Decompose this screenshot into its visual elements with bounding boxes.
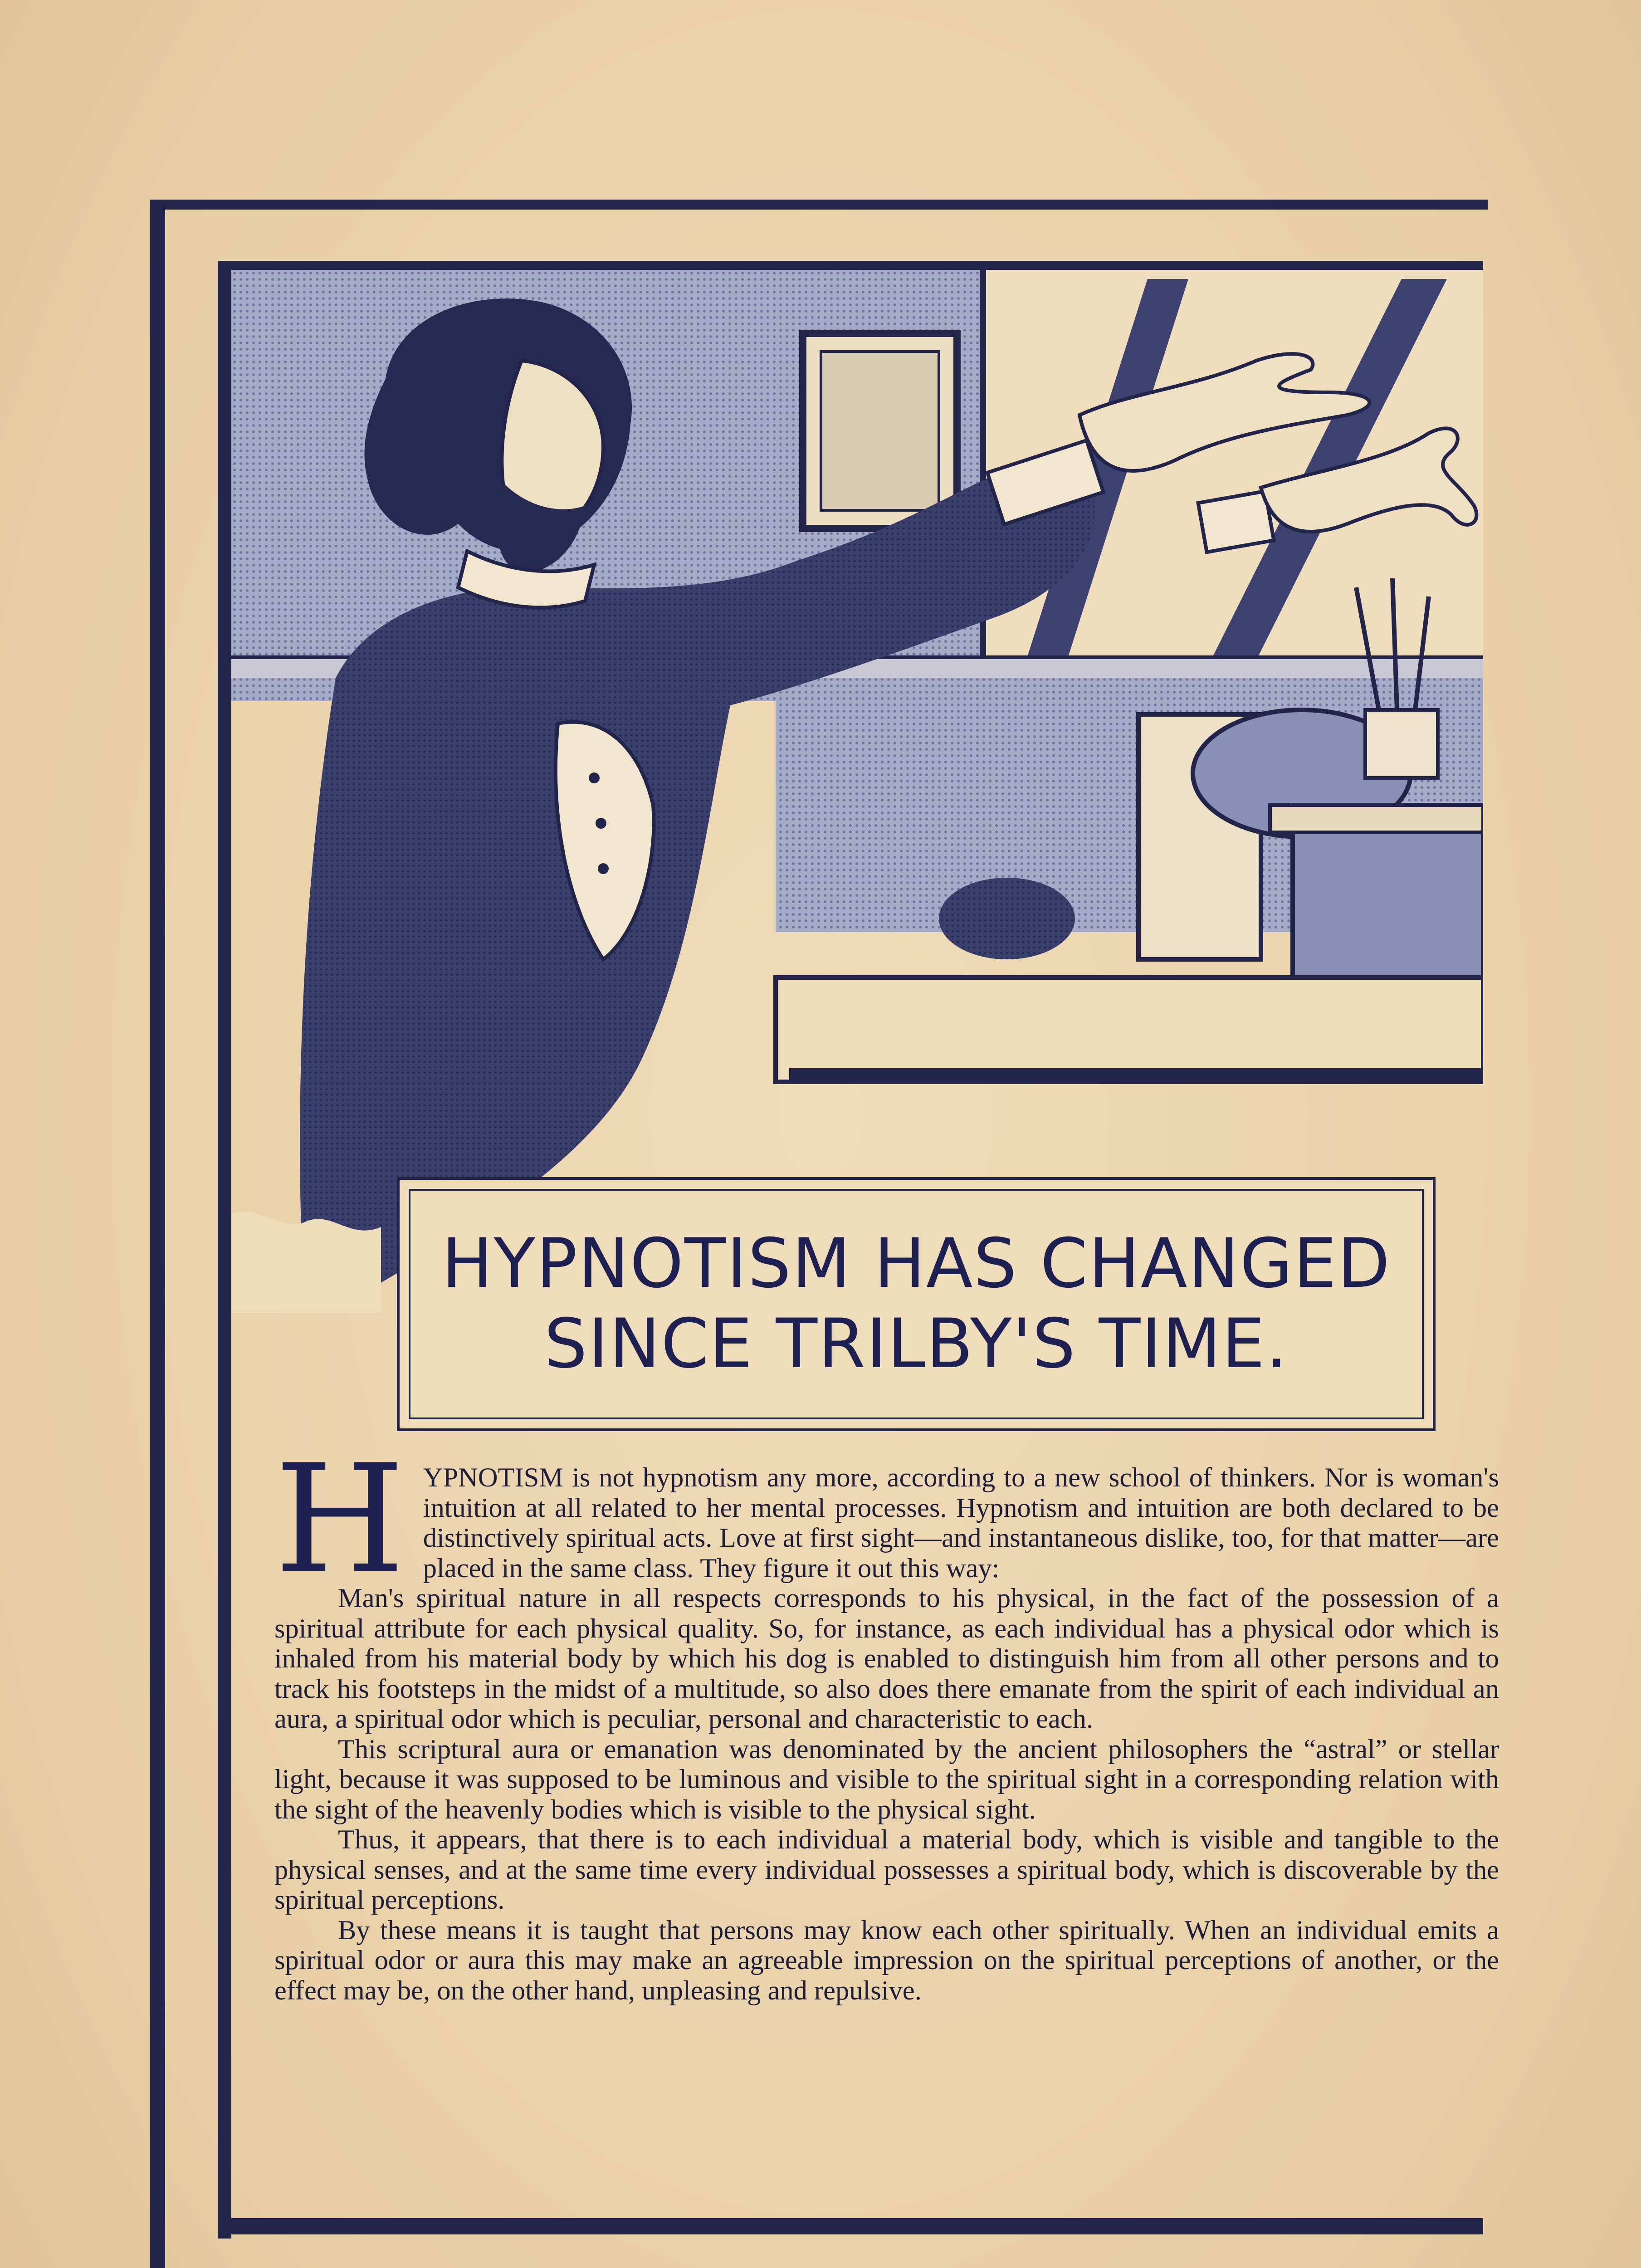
paragraph-1: YPNOTISM is not hypnotism any more, according to a new school of thinkers. Nor is woman's intuition at all related to her mental processes. Hypnotism and intuition are both declared to be distinctively spiritual acts. Love at first sight—and instantaneous dislike, too, for that matter—are placed in the same class. They figure it out this way: — [423, 1462, 1499, 1584]
hypnotist-illustration — [231, 270, 1483, 1313]
paragraph-2: Man's spiritual nature in all respects corresponds to his physical, in the fact of the possession of a spiritual attribute for each physical quality. So, for instance, as each individual has a physical odor which is inhaled from his material body by which his dog is enabled to distinguish him from all other persons and to track his footsteps in the midst of a multitude, so also does there emanate from the spirit of each individual an aura, a spiritual odor which is peculiar, personal and characteristic to each. — [274, 1583, 1499, 1734]
title-box-inner-border — [409, 1189, 1424, 1419]
paragraph-4: Thus, it appears, that there is to each individual a material body, which is visible and tangible to the physical senses, and at the same time every individual possesses a spiritual body, which is discoverable by the spiritual perceptions. — [274, 1824, 1499, 1915]
paragraph-3: This scriptural aura or emanation was denominated by the ancient philosophers the “astral” or stellar light, because it was supposed to be luminous and visible to the spiritual sight in a corresponding relation with the sight of the heavenly bodies which is visible to the physical sight. — [274, 1734, 1499, 1825]
inner-frame-bottom — [218, 2218, 1483, 2234]
inner-frame-left — [218, 261, 231, 2239]
title-box — [397, 1177, 1436, 1431]
article-body — [274, 1432, 1499, 2006]
headline-line-2: SINCE TRILBY'S TIME. — [544, 1305, 1289, 1383]
inner-frame-top — [218, 261, 1483, 270]
drop-cap: H — [274, 1432, 405, 1607]
headline-line-1: HYPNOTISM HAS CHANGED — [441, 1224, 1391, 1303]
outer-frame-top — [150, 200, 1488, 210]
outer-frame-left — [150, 200, 165, 2268]
paragraph-5: By these means it is taught that persons may know each other spiritually. When an individual emits a spiritual odor or aura this may make an agreeable impression on the spiritual perceptions of another, or the effect may be, on the other hand, unpleasing and repulsive. — [274, 1915, 1499, 2006]
